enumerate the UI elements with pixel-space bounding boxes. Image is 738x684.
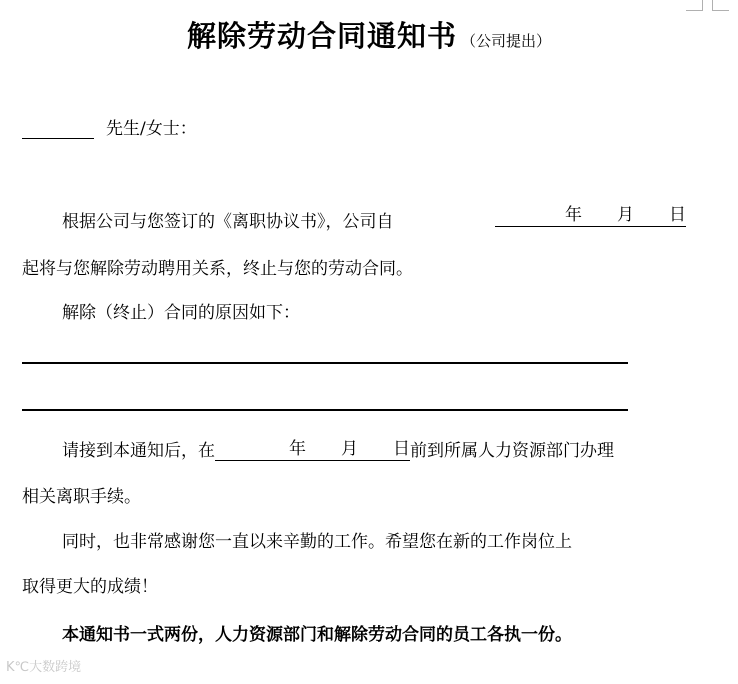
title-main: 解除劳动合同通知书 <box>186 19 457 53</box>
document-title <box>0 14 738 55</box>
paragraph1-prefix: 根据公司与您签订的《离职协议书》，公司自 <box>62 212 394 232</box>
name-blank <box>22 120 94 139</box>
closing-statement: 本通知书一式两份，人力资源部门和解除劳动合同的员工各执一份。 <box>62 625 572 645</box>
date1-day: 日 <box>669 205 686 225</box>
date2-year: 年 <box>289 439 306 459</box>
date-blank-1 <box>495 207 686 227</box>
paragraph2-prefix: 请接到本通知后，在 <box>62 441 215 461</box>
date-blank-2 <box>215 439 410 461</box>
title-sub: （公司提出） <box>461 32 552 50</box>
reason-rule-2 <box>22 409 628 411</box>
date2-day: 日 <box>393 439 410 459</box>
salutation-line <box>22 114 197 139</box>
date2-month: 月 <box>341 439 358 459</box>
salutation: 先生/女士： <box>106 119 197 139</box>
paragraph2-line1 <box>62 436 614 461</box>
paragraph1-line1 <box>62 207 394 232</box>
reason-rule-1 <box>22 362 628 364</box>
reason-label: 解除（终止）合同的原因如下： <box>62 303 300 323</box>
paragraph3-line2: 取得更大的成绩！ <box>22 577 158 597</box>
date1-year: 年 <box>565 205 582 225</box>
paragraph3-line1: 同时，也非常感谢您一直以来辛勤的工作。希望您在新的工作岗位上 <box>62 532 572 552</box>
page-corner-mark-left <box>686 0 703 11</box>
paragraph1-line2: 起将与您解除劳动聘用关系，终止与您的劳动合同。 <box>22 259 413 279</box>
paragraph2-suffix: 前到所属人力资源部门办理 <box>410 441 614 461</box>
watermark: K℃大数跨境 <box>6 660 82 675</box>
page-corner-mark-right <box>712 0 729 11</box>
date1-month: 月 <box>617 205 634 225</box>
paragraph2-line2: 相关离职手续。 <box>22 487 141 507</box>
